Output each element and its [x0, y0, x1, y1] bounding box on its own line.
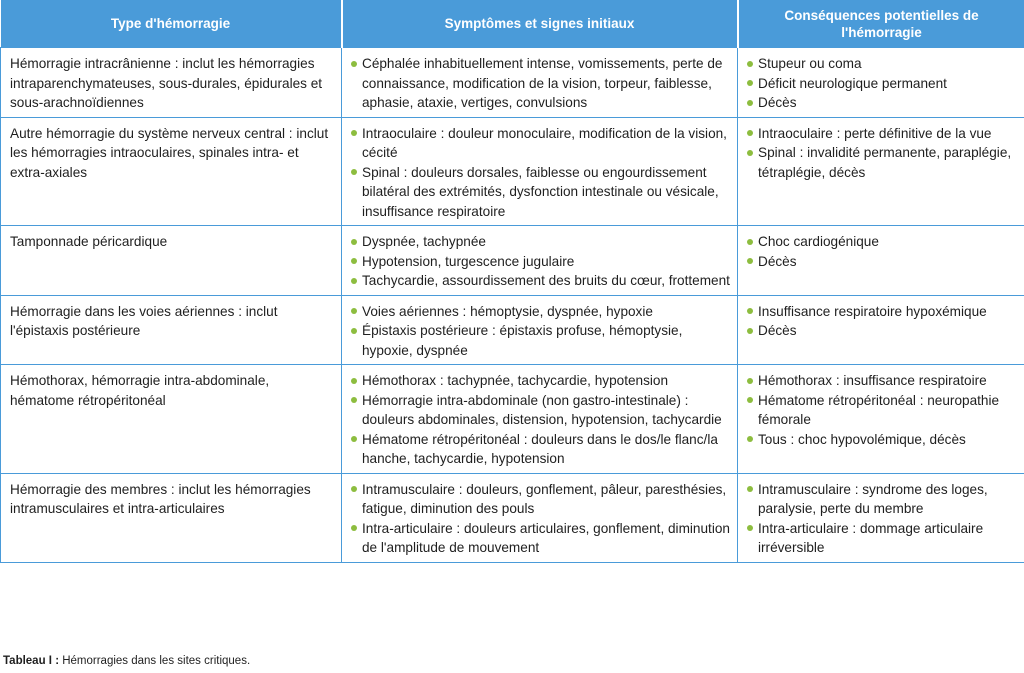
hemorrhage-type-cell: Tamponnade péricardique: [1, 226, 342, 296]
list-item-text: Dyspnée, tachypnée: [362, 234, 486, 249]
list-item-text: Intra-articulaire : douleurs articulaires, gonflement, diminution de l'amplitude de mouvement: [362, 520, 730, 555]
hemorrhage-type-cell: Hémorragie intracrânienne : inclut les hémorragies intraparenchymateuses, sous-durales, épidurales et sous-arachnoïdiennes: [1, 48, 342, 118]
list-item-text: Hémorragie intra-abdominale (non gastro-intestinale) : douleurs abdominales, distension, hypotension, tachycardie: [362, 392, 722, 427]
table-row: [1, 226, 1024, 296]
bullet-icon: [351, 278, 357, 284]
list-item-text: Céphalée inhabituellement intense, vomissements, perte de connaissance, modification de la vision, torpeur, faiblesse, aphasie, ataxie, vertiges, convulsions: [362, 56, 723, 110]
list-item: [747, 371, 1018, 391]
caption-label: Tableau I :: [3, 655, 60, 667]
bullet-icon: [747, 378, 753, 384]
consequences-list: [747, 54, 1018, 113]
list-item-text: Intraoculaire : perte définitive de la vue: [758, 125, 992, 141]
list-item-text: Voies aériennes : hémoptysie, dyspnée, hypoxie: [362, 303, 653, 319]
bullet-icon: [351, 308, 357, 314]
consequences-list: [747, 371, 1018, 449]
list-item: [351, 124, 731, 163]
list-item: [747, 519, 1018, 558]
symptoms-cell: [342, 117, 738, 226]
list-item: [351, 271, 731, 291]
bullet-icon: [351, 525, 357, 531]
bullet-icon: [351, 169, 357, 175]
list-item-text: Hémothorax : tachypnée, tachycardie, hypotension: [362, 373, 669, 388]
list-item: [351, 480, 731, 519]
hemorrhage-type-cell: Autre hémorragie du système nerveux central : inclut les hémorragies intraoculaires, spinales intra- et extra-axiales: [1, 117, 342, 226]
consequences-cell: [738, 117, 1024, 226]
list-item-text: Décès: [758, 95, 797, 110]
bullet-icon: [351, 378, 357, 384]
list-item-text: Déficit neurologique permanent: [758, 75, 947, 91]
bullet-icon: [747, 130, 753, 136]
symptoms-cell: [342, 473, 738, 562]
symptoms-list: [351, 232, 731, 291]
bullet-icon: [351, 436, 357, 442]
symptoms-list: [351, 480, 731, 558]
list-item-text: Insuffisance respiratoire hypoxémique: [758, 303, 987, 319]
consequences-list: [747, 124, 1018, 183]
list-item: [351, 54, 731, 113]
list-item-text: Tous : choc hypovolémique, décès: [758, 431, 966, 447]
consequences-cell: [738, 295, 1024, 365]
list-item: [747, 232, 1018, 252]
list-item: [351, 391, 731, 430]
list-item: [747, 74, 1018, 94]
list-item: [747, 93, 1018, 113]
bullet-icon: [351, 61, 357, 67]
table-row: [1, 117, 1024, 226]
table-row: [1, 295, 1024, 365]
bullet-icon: [747, 258, 753, 264]
list-item: [747, 143, 1018, 182]
table-row: [1, 473, 1024, 562]
list-item-text: Intraoculaire : douleur monoculaire, modification de la vision, cécité: [362, 125, 727, 160]
symptoms-cell: [342, 365, 738, 474]
caption-text: Hémorragies dans les sites critiques.: [59, 655, 251, 667]
list-item: [747, 430, 1018, 450]
table-caption: [3, 655, 250, 667]
list-item: [351, 321, 731, 360]
bullet-icon: [351, 258, 357, 264]
symptoms-list: [351, 124, 731, 222]
table-header-row: [1, 0, 1024, 48]
bullet-icon: [351, 328, 357, 334]
hemorrhage-type-cell: Hémothorax, hémorragie intra-abdominale, hématome rétropéritonéal: [1, 365, 342, 474]
hemorrhage-type-cell: Hémorragie dans les voies aériennes : inclut l'épistaxis postérieure: [1, 295, 342, 365]
symptoms-cell: [342, 226, 738, 296]
bullet-icon: [747, 80, 753, 86]
table-row: [1, 365, 1024, 474]
list-item-text: Hématome rétropéritonéal : neuropathie fémorale: [758, 392, 1000, 427]
consequences-list: [747, 302, 1018, 341]
list-item: [747, 480, 1018, 519]
consequences-cell: [738, 365, 1024, 474]
bullet-icon: [747, 525, 753, 531]
list-item-text: Intra-articulaire : dommage articulaire irréversible: [758, 520, 984, 555]
consequences-cell: [738, 226, 1024, 296]
consequences-cell: [738, 48, 1024, 118]
bullet-icon: [747, 100, 753, 106]
list-item: [351, 163, 731, 222]
list-item: [351, 371, 731, 391]
symptoms-cell: [342, 295, 738, 365]
list-item-text: Hypotension, turgescence jugulaire: [362, 253, 575, 269]
list-item-text: Hémothorax : insuffisance respiratoire: [758, 373, 987, 388]
header-symptoms: Symptômes et signes initiaux: [342, 0, 738, 48]
list-item: [351, 430, 731, 469]
list-item-text: Choc cardiogénique: [758, 234, 879, 249]
bullet-icon: [747, 397, 753, 403]
bullet-icon: [351, 239, 357, 245]
list-item: [747, 321, 1018, 341]
list-item-text: Spinal : douleurs dorsales, faiblesse ou engourdissement bilatéral des extrémités, dysfonction intestinale ou vésicale, insuffisance respiratoire: [362, 164, 719, 219]
hemorrhage-type-cell: Hémorragie des membres : inclut les hémorragies intramusculaires et intra-articulaires: [1, 473, 342, 562]
list-item-text: Spinal : invalidité permanente, paraplégie, tétraplégie, décès: [758, 145, 1012, 180]
bullet-icon: [351, 397, 357, 403]
consequences-cell: [738, 473, 1024, 562]
list-item: [747, 302, 1018, 322]
list-item: [747, 124, 1018, 144]
list-item-text: Tachycardie, assourdissement des bruits du cœur, frottement: [362, 273, 730, 288]
list-item: [747, 54, 1018, 74]
bullet-icon: [747, 436, 753, 442]
list-item-text: Décès: [758, 253, 797, 269]
bullet-icon: [351, 130, 357, 136]
symptoms-list: [351, 54, 731, 113]
bullet-icon: [747, 308, 753, 314]
header-consequences: Conséquences potentielles de l'hémorragie: [738, 0, 1024, 48]
consequences-list: [747, 232, 1018, 271]
list-item: [351, 252, 731, 272]
bullet-icon: [747, 239, 753, 245]
list-item: [747, 252, 1018, 272]
list-item: [747, 391, 1018, 430]
bullet-icon: [747, 486, 753, 492]
list-item-text: Intramusculaire : syndrome des loges, paralysie, perte du membre: [758, 481, 988, 516]
list-item-text: Stupeur ou coma: [758, 56, 862, 71]
list-item-text: Intramusculaire : douleurs, gonflement, pâleur, paresthésies, fatigue, diminution des pouls: [362, 481, 727, 516]
list-item: [351, 519, 731, 558]
list-item-text: Hématome rétropéritonéal : douleurs dans le dos/le flanc/la hanche, tachycardie, hypotension: [362, 431, 718, 466]
symptoms-list: [351, 371, 731, 469]
table-row: [1, 48, 1024, 118]
bullet-icon: [747, 150, 753, 156]
list-item: [351, 302, 731, 322]
bullet-icon: [747, 61, 753, 67]
list-item-text: Épistaxis postérieure : épistaxis profuse, hémoptysie, hypoxie, dyspnée: [362, 323, 683, 358]
consequences-list: [747, 480, 1018, 558]
symptoms-list: [351, 302, 731, 361]
bullet-icon: [747, 328, 753, 334]
header-type: Type d'hémorragie: [1, 0, 342, 48]
symptoms-cell: [342, 48, 738, 118]
list-item: [351, 232, 731, 252]
list-item-text: Décès: [758, 323, 797, 338]
bullet-icon: [351, 486, 357, 492]
